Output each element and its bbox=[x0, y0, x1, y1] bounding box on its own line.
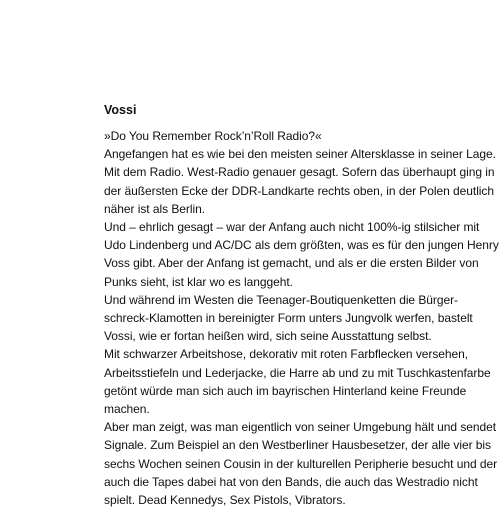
paragraph-radio: Angefangen hat es wie bei den meisten seiner Altersklasse in seiner Lage. Mit dem Radio. West-Radio genauer gesagt. Sofern das überhaupt ging in der äußersten Ecke der DDR-Landkarte rechts oben, in der Polen deutlich näher ist als Berlin. bbox=[104, 147, 496, 216]
article bbox=[104, 102, 500, 509]
paragraph-beginning: Und – ehrlich gesagt – war der Anfang auch nicht 100%-ig stilsicher mit Udo Lindenberg und AC/DC als dem größten, was es für den jungen Henry Voss gibt. Aber der Anfang ist gemacht, und als er die ersten Bilder von Punks sieht, ist klar wo es langgeht. bbox=[104, 220, 499, 289]
article-heading: Vossi bbox=[104, 103, 137, 117]
paragraph-quote: »Do You Remember Rock’n’Roll Radio?« bbox=[104, 129, 322, 143]
article-body bbox=[104, 127, 500, 509]
paragraph-outfit: Und während im Westen die Teenager-Boutiquenketten die Bürger-schreck-Klamotten in bereinigter Form unters Jungvolk werfen, bastelt Vossi, wie er fortan heißen wird, sich seine Ausstattung selbst. bbox=[104, 292, 473, 344]
paragraph-clothing: Mit schwarzer Arbeitshose, dekorativ mit roten Farbflecken versehen, Arbeitsstiefeln und Lederjacke, die Harre ab und zu mit Tuschkastenfarbe getönt würde man sich auch im bayrischen Hinterland keine Freunde machen. bbox=[104, 347, 491, 417]
paragraph-signals: Aber man zeigt, was man eigentlich von seiner Umgebung hält und sendet Signale. Zum Beispiel an den Westberliner Hausbesetzer, der alle vier bis sechs Wochen seinen Cousin in der kulturellen Peripherie besucht und der auch die Tapes dabei hat von den Bands, die auch das Westradio nicht spielt. Dead Kennedys, Sex Pistols, Vibrators. bbox=[104, 420, 498, 508]
